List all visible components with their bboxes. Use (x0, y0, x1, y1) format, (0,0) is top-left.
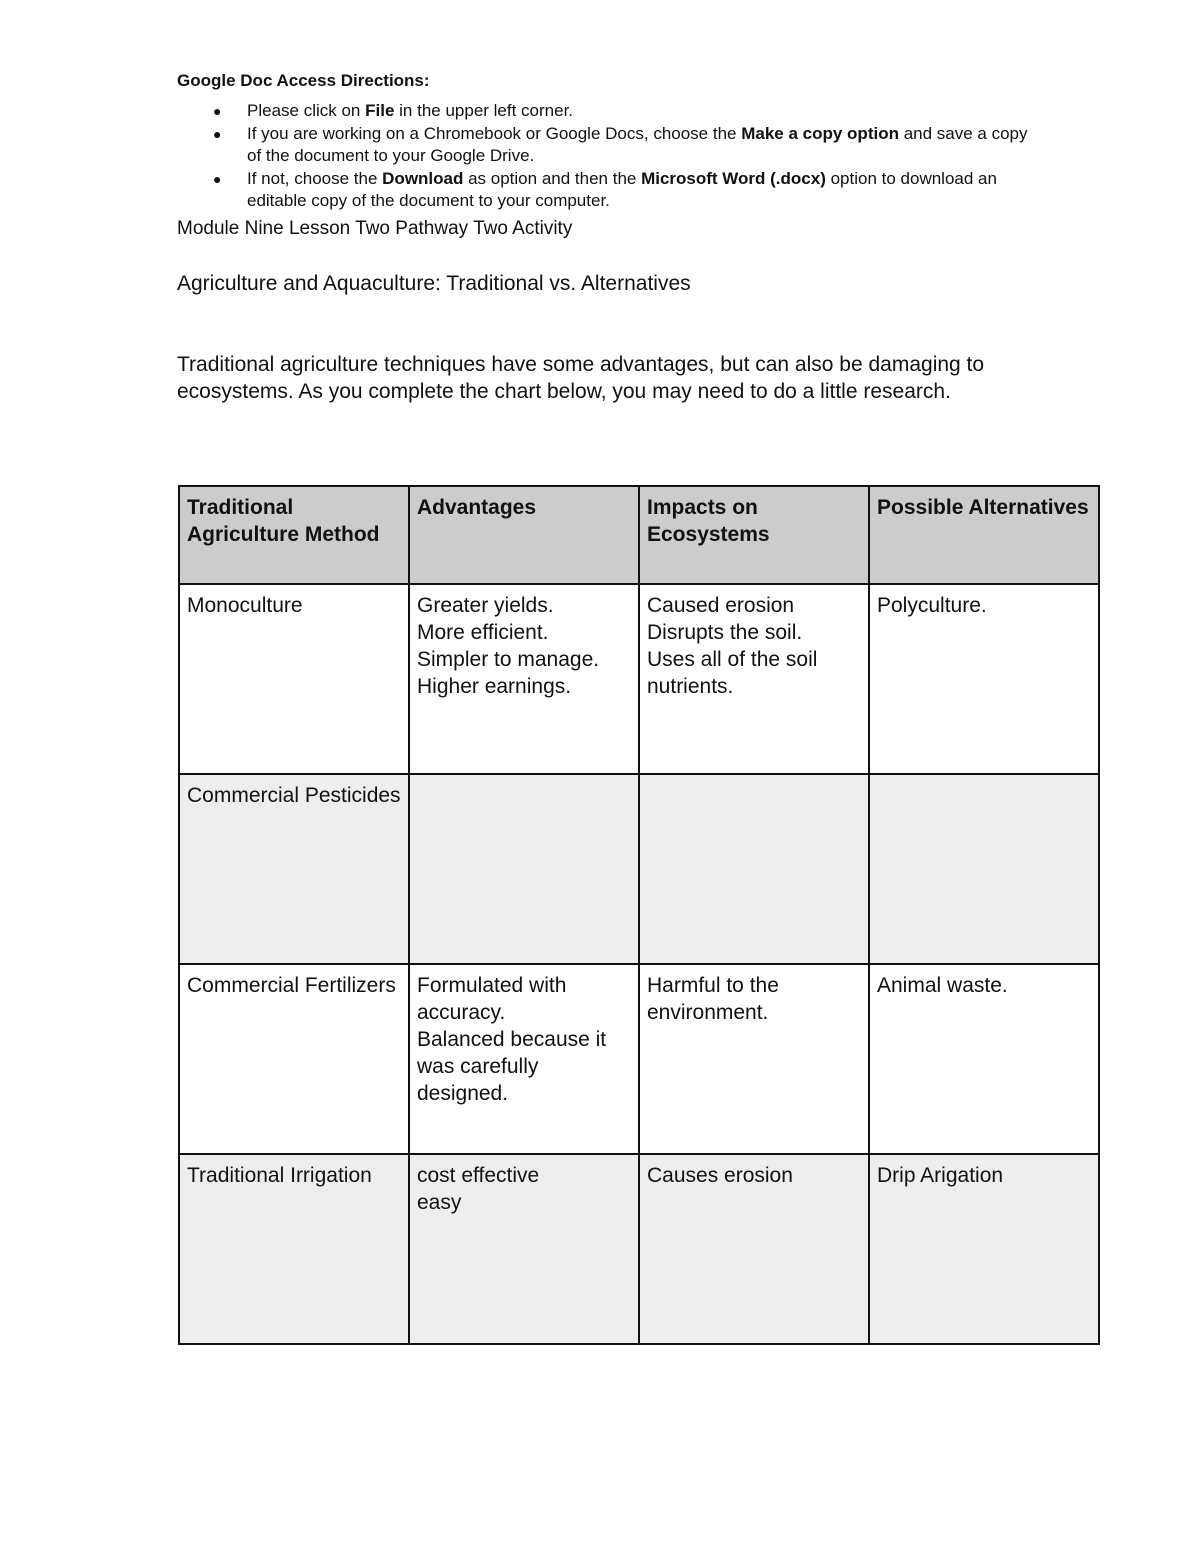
cell-advantages[interactable] (409, 1154, 639, 1344)
bullet-icon: ● (213, 125, 222, 142)
directions-bold-text: Microsoft Word (.docx) (641, 168, 826, 188)
bullet-icon: ● (213, 170, 222, 187)
directions-text: in the upper left corner. (394, 101, 574, 120)
cell-text: Harmful to the environment. (647, 974, 779, 1024)
module-line: Module Nine Lesson Two Pathway Two Activity (177, 218, 573, 239)
cell-text: easy (417, 1191, 462, 1214)
header-advantages: Advantages (409, 486, 639, 584)
cell-text: Drip Arigation (877, 1164, 1004, 1187)
cell-method[interactable] (179, 1154, 409, 1344)
cell-text: Simpler to manage. (417, 648, 600, 671)
cell-method[interactable] (179, 964, 409, 1154)
directions-bold-text: File (365, 101, 395, 120)
cell-alternatives[interactable] (869, 1154, 1099, 1344)
comparison-table (178, 485, 1100, 1345)
header-alternatives: Possible Alternatives (869, 486, 1099, 584)
cell-advantages[interactable] (409, 584, 639, 774)
directions-text: If you are working on a Chromebook or Google Docs, choose the (247, 123, 742, 143)
cell-text: Caused erosion (647, 594, 795, 617)
cell-text: Monoculture (187, 594, 303, 617)
cell-alternatives[interactable] (869, 584, 1099, 774)
cell-text: Causes erosion (647, 1164, 793, 1187)
table-row (179, 584, 1099, 774)
directions-item (177, 100, 1037, 123)
header-impacts: Impacts on Ecosystems (639, 486, 869, 584)
cell-text: Greater yields. (417, 594, 554, 617)
cell-method[interactable] (179, 774, 409, 964)
directions-bold-text: Download (382, 168, 464, 188)
directions-bold-text: Make a copy option (741, 123, 899, 143)
document-title: Agriculture and Aquaculture: Traditional vs. Alternatives (177, 272, 691, 295)
table-header-row (179, 486, 1099, 584)
directions-text: option to download an editable copy of the document to your computer. (247, 168, 997, 210)
cell-text: More efficient. (417, 621, 549, 644)
cell-text: Commercial Fertilizers (187, 974, 396, 997)
header-method: Traditional Agriculture Method (179, 486, 409, 584)
directions-heading: Google Doc Access Directions: (177, 71, 430, 90)
cell-alternatives[interactable] (869, 774, 1099, 964)
cell-text: Uses all of the soil nutrients. (647, 648, 818, 698)
table-row (179, 964, 1099, 1154)
access-directions (177, 70, 1037, 213)
bullet-icon: ● (213, 103, 222, 119)
cell-text: Commercial Pesticides (187, 784, 401, 807)
cell-text: Traditional Irrigation (187, 1164, 372, 1187)
directions-item (177, 123, 1037, 168)
cell-alternatives[interactable] (869, 964, 1099, 1154)
cell-text: cost effective (417, 1164, 540, 1187)
cell-text: Disrupts the soil. (647, 621, 803, 644)
directions-text: Please click on (247, 101, 366, 120)
table-row (179, 1154, 1099, 1344)
cell-text: Polyculture. (877, 594, 987, 617)
cell-text: Animal waste. (877, 974, 1008, 997)
table-row (179, 774, 1099, 964)
cell-method[interactable] (179, 584, 409, 774)
directions-text: as option and then the (463, 168, 642, 188)
intro-paragraph: Traditional agriculture techniques have some advantages, but can also be damaging to ecosystems. As you complete the chart below, you may need to do a little research. (177, 353, 985, 403)
directions-text: If not, choose the (247, 168, 383, 188)
cell-impacts[interactable] (639, 964, 869, 1154)
directions-list (177, 100, 1037, 213)
cell-impacts[interactable] (639, 1154, 869, 1344)
cell-advantages[interactable] (409, 774, 639, 964)
cell-advantages[interactable] (409, 964, 639, 1154)
cell-text: Balanced because it was carefully designed. (417, 1028, 607, 1105)
cell-impacts[interactable] (639, 584, 869, 774)
directions-text: and save a copy of the document to your Google Drive. (247, 123, 1028, 165)
directions-item (177, 168, 1037, 213)
cell-impacts[interactable] (639, 774, 869, 964)
cell-text: Formulated with accuracy. (417, 974, 567, 1024)
cell-text: Higher earnings. (417, 675, 572, 698)
